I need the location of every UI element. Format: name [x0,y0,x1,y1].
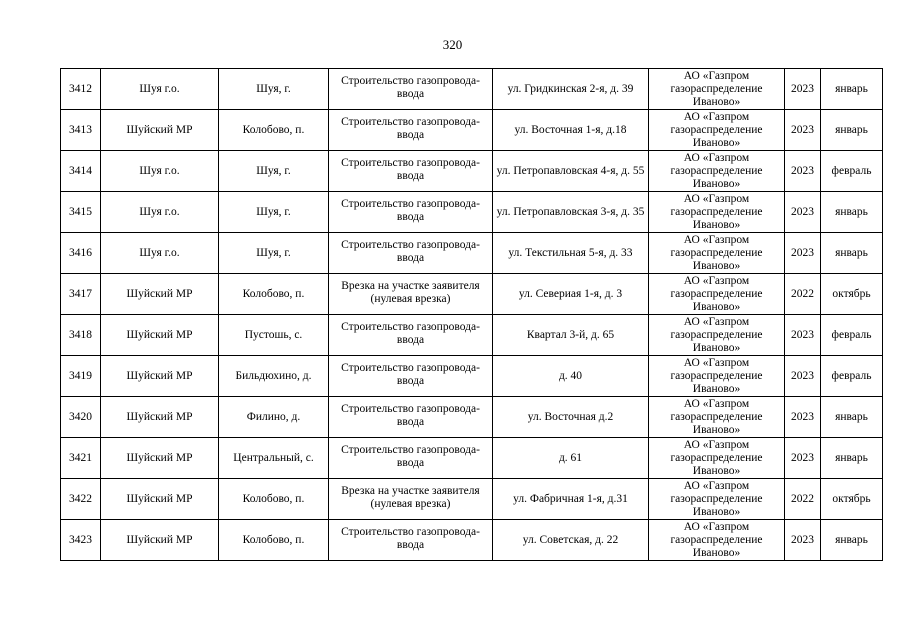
year-cell: 2022 [785,479,821,520]
work-type-cell: Врезка на участке заявителя (нулевая врезка) [329,479,493,520]
month-cell: январь [821,520,883,561]
address-cell: ул. Петропавловская 3-я, д. 35 [493,192,649,233]
address-cell: ул. Текстильная 5-я, д. 33 [493,233,649,274]
row-number-cell: 3413 [61,110,101,151]
row-number-cell: 3421 [61,438,101,479]
address-cell: ул. Петропавловская 4-я, д. 55 [493,151,649,192]
table-row [61,233,883,274]
address-cell: ул. Фабричная 1-я, д.31 [493,479,649,520]
settlement-cell: Центральный, с. [219,438,329,479]
settlement-cell: Шуя, г. [219,233,329,274]
row-number-cell: 3423 [61,520,101,561]
row-number-cell: 3420 [61,397,101,438]
year-cell: 2023 [785,520,821,561]
year-cell: 2023 [785,438,821,479]
month-cell: февраль [821,315,883,356]
month-cell: февраль [821,151,883,192]
work-type-cell: Строительство газопровода-ввода [329,438,493,479]
district-cell: Шуйский МР [101,520,219,561]
address-cell: ул. Восточная д.2 [493,397,649,438]
month-cell: январь [821,69,883,110]
table-row [61,520,883,561]
table-row [61,110,883,151]
table-row [61,69,883,110]
row-number-cell: 3415 [61,192,101,233]
work-type-cell: Строительство газопровода-ввода [329,69,493,110]
month-cell: январь [821,438,883,479]
organization-cell: АО «Газпром газораспределение Иваново» [649,397,785,438]
row-number-cell: 3416 [61,233,101,274]
settlement-cell: Шуя, г. [219,69,329,110]
organization-cell: АО «Газпром газораспределение Иваново» [649,274,785,315]
work-type-cell: Строительство газопровода-ввода [329,520,493,561]
organization-cell: АО «Газпром газораспределение Иваново» [649,192,785,233]
settlement-cell: Шуя, г. [219,151,329,192]
work-type-cell: Строительство газопровода-ввода [329,315,493,356]
year-cell: 2022 [785,274,821,315]
address-cell: ул. Советская, д. 22 [493,520,649,561]
district-cell: Шуя г.о. [101,233,219,274]
row-number-cell: 3422 [61,479,101,520]
table-row [61,315,883,356]
organization-cell: АО «Газпром газораспределение Иваново» [649,233,785,274]
address-cell: Квартал 3-й, д. 65 [493,315,649,356]
page-number: 320 [442,37,463,52]
organization-cell: АО «Газпром газораспределение Иваново» [649,110,785,151]
settlement-cell: Колобово, п. [219,520,329,561]
organization-cell: АО «Газпром газораспределение Иваново» [649,479,785,520]
year-cell: 2023 [785,110,821,151]
district-cell: Шуйский МР [101,110,219,151]
settlement-cell: Пустошь, с. [219,315,329,356]
month-cell: январь [821,110,883,151]
district-cell: Шуйский МР [101,356,219,397]
work-type-cell: Строительство газопровода-ввода [329,151,493,192]
work-type-cell: Врезка на участке заявителя (нулевая врезка) [329,274,493,315]
table-row [61,151,883,192]
month-cell: февраль [821,356,883,397]
address-cell: ул. Гридкинская 2-я, д. 39 [493,69,649,110]
work-type-cell: Строительство газопровода-ввода [329,110,493,151]
month-cell: январь [821,192,883,233]
table-row [61,274,883,315]
district-cell: Шуя г.о. [101,151,219,192]
month-cell: январь [821,233,883,274]
organization-cell: АО «Газпром газораспределение Иваново» [649,69,785,110]
row-number-cell: 3418 [61,315,101,356]
settlement-cell: Колобово, п. [219,479,329,520]
year-cell: 2023 [785,397,821,438]
settlement-cell: Колобово, п. [219,274,329,315]
district-cell: Шуйский МР [101,479,219,520]
table-row [61,479,883,520]
table-row [61,438,883,479]
table-row [61,356,883,397]
settlement-cell: Бильдюхино, д. [219,356,329,397]
organization-cell: АО «Газпром газораспределение Иваново» [649,356,785,397]
work-type-cell: Строительство газопровода-ввода [329,356,493,397]
month-cell: октябрь [821,274,883,315]
district-cell: Шуйский МР [101,397,219,438]
organization-cell: АО «Газпром газораспределение Иваново» [649,151,785,192]
work-type-cell: Строительство газопровода-ввода [329,233,493,274]
year-cell: 2023 [785,69,821,110]
row-number-cell: 3419 [61,356,101,397]
organization-cell: АО «Газпром газораспределение Иваново» [649,315,785,356]
gasification-table [60,68,883,561]
month-cell: октябрь [821,479,883,520]
year-cell: 2023 [785,315,821,356]
settlement-cell: Колобово, п. [219,110,329,151]
district-cell: Шуя г.о. [101,192,219,233]
address-cell: ул. Восточная 1-я, д.18 [493,110,649,151]
settlement-cell: Филино, д. [219,397,329,438]
year-cell: 2023 [785,192,821,233]
work-type-cell: Строительство газопровода-ввода [329,192,493,233]
table-row [61,397,883,438]
address-cell: д. 61 [493,438,649,479]
district-cell: Шуйский МР [101,315,219,356]
district-cell: Шуйский МР [101,274,219,315]
organization-cell: АО «Газпром газораспределение Иваново» [649,438,785,479]
table-row [61,192,883,233]
district-cell: Шуйский МР [101,438,219,479]
work-type-cell: Строительство газопровода-ввода [329,397,493,438]
district-cell: Шуя г.о. [101,69,219,110]
organization-cell: АО «Газпром газораспределение Иваново» [649,520,785,561]
row-number-cell: 3414 [61,151,101,192]
table-body [61,69,883,561]
year-cell: 2023 [785,356,821,397]
address-cell: д. 40 [493,356,649,397]
settlement-cell: Шуя, г. [219,192,329,233]
year-cell: 2023 [785,233,821,274]
address-cell: ул. Севериая 1-я, д. 3 [493,274,649,315]
month-cell: январь [821,397,883,438]
year-cell: 2023 [785,151,821,192]
row-number-cell: 3412 [61,69,101,110]
row-number-cell: 3417 [61,274,101,315]
